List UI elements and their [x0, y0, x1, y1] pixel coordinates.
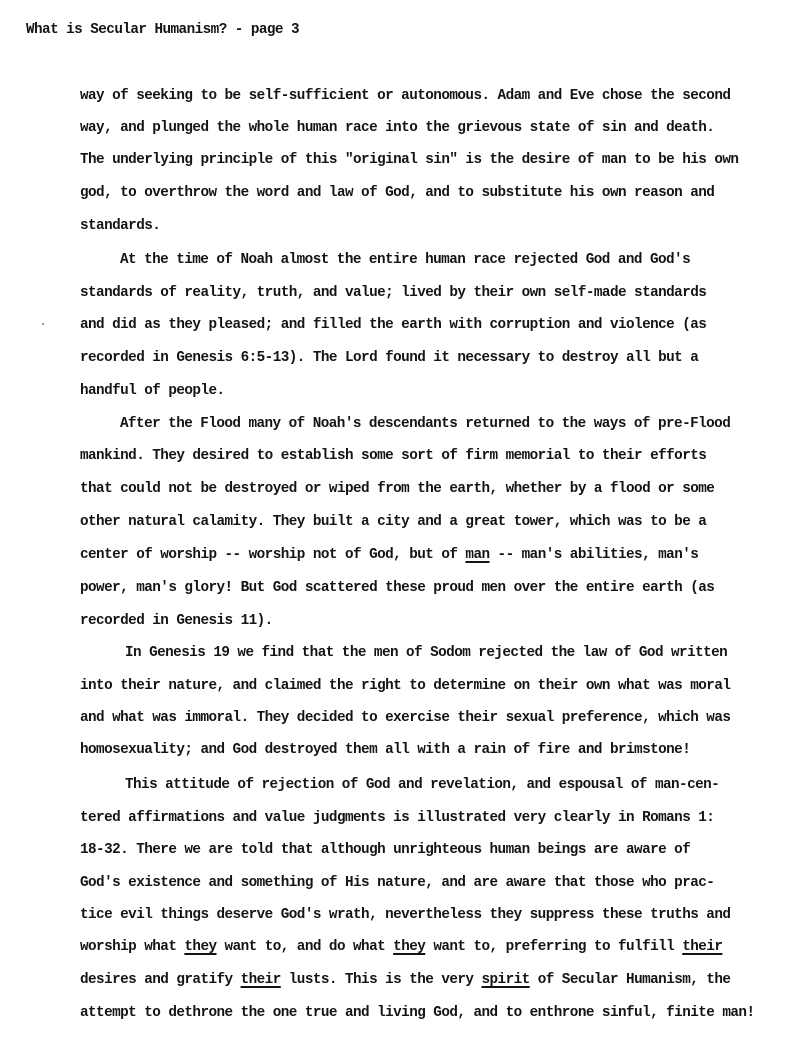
text-line: god, to overthrow the word and law of God, and to substitute his own reason and: [80, 185, 715, 201]
text-line: God's existence and something of His nature, and are aware that those who prac-: [80, 875, 715, 891]
text-segment: want to, and do what: [216, 939, 394, 955]
text-line: and did as they pleased; and filled the earth with corruption and violence (as: [80, 317, 707, 333]
underlined-word: they: [184, 939, 217, 955]
text-line: tice evil things deserve God's wrath, nevertheless they suppress these truths and: [80, 907, 731, 923]
text-line: power, man's glory! But God scattered these proud men over the entire earth (as: [80, 580, 715, 596]
text-line: After the Flood many of Noah's descendants returned to the ways of pre-Flood: [120, 416, 731, 432]
text-line: way, and plunged the whole human race into the grievous state of sin and death.: [80, 120, 715, 136]
text-segment: -- man's abilities, man's: [489, 547, 699, 563]
text-line: and what was immoral. They decided to exercise their sexual preference, which was: [80, 710, 731, 726]
text-line: This attitude of rejection of God and revelation, and espousal of man-cen-: [125, 777, 720, 793]
text-line: standards.: [80, 218, 161, 234]
underlined-word: their: [240, 972, 281, 988]
underlined-word: they: [393, 939, 426, 955]
underlined-word: man: [465, 547, 490, 563]
text-line: In Genesis 19 we find that the men of Sodom rejected the law of God written: [125, 645, 728, 661]
text-line: way of seeking to be self-sufficient or autonomous. Adam and Eve chose the second: [80, 88, 731, 104]
text-segment: center of worship -- worship not of God, but of: [80, 547, 466, 563]
text-segment: worship what: [80, 939, 185, 955]
text-line: recorded in Genesis 6:5-13). The Lord found it necessary to destroy all but a: [80, 350, 699, 366]
text-line: The underlying principle of this "original sin" is the desire of man to be his own: [80, 152, 739, 168]
text-segment: of Secular Humanism, the: [529, 972, 731, 988]
text-line: into their nature, and claimed the right to determine on their own what was moral: [80, 678, 731, 694]
text-line: At the time of Noah almost the entire human race rejected God and God's: [120, 252, 691, 268]
underlined-word: their: [682, 939, 723, 955]
text-line: other natural calamity. They built a city and a great tower, which was to be a: [80, 514, 707, 530]
text-line: that could not be destroyed or wiped from the earth, whether by a flood or some: [80, 481, 715, 497]
text-line: [80, 937, 722, 957]
text-segment: want to, preferring to fulfill: [425, 939, 683, 955]
text-line: mankind. They desired to establish some sort of firm memorial to their efforts: [80, 448, 707, 464]
text-line: standards of reality, truth, and value; lived by their own self-made standards: [80, 285, 707, 301]
text-segment: desires and gratify: [80, 972, 241, 988]
text-line: attempt to dethrone the one true and living God, and to enthrone sinful, finite man!: [80, 1005, 755, 1021]
text-segment: lusts. This is the very: [280, 972, 482, 988]
text-line: [80, 545, 698, 565]
underlined-word: spirit: [481, 972, 530, 988]
text-line: tered affirmations and value judgments is illustrated very clearly in Romans 1:: [80, 810, 715, 826]
scan-speck: [42, 323, 44, 325]
text-line: handful of people.: [80, 383, 225, 399]
text-line: [80, 970, 730, 990]
text-line: 18-32. There we are told that although unrighteous human beings are aware of: [80, 842, 691, 858]
page-header: What is Secular Humanism? - page 3: [26, 22, 300, 38]
text-line: homosexuality; and God destroyed them all with a rain of fire and brimstone!: [80, 742, 691, 758]
text-line: recorded in Genesis 11).: [80, 613, 273, 629]
